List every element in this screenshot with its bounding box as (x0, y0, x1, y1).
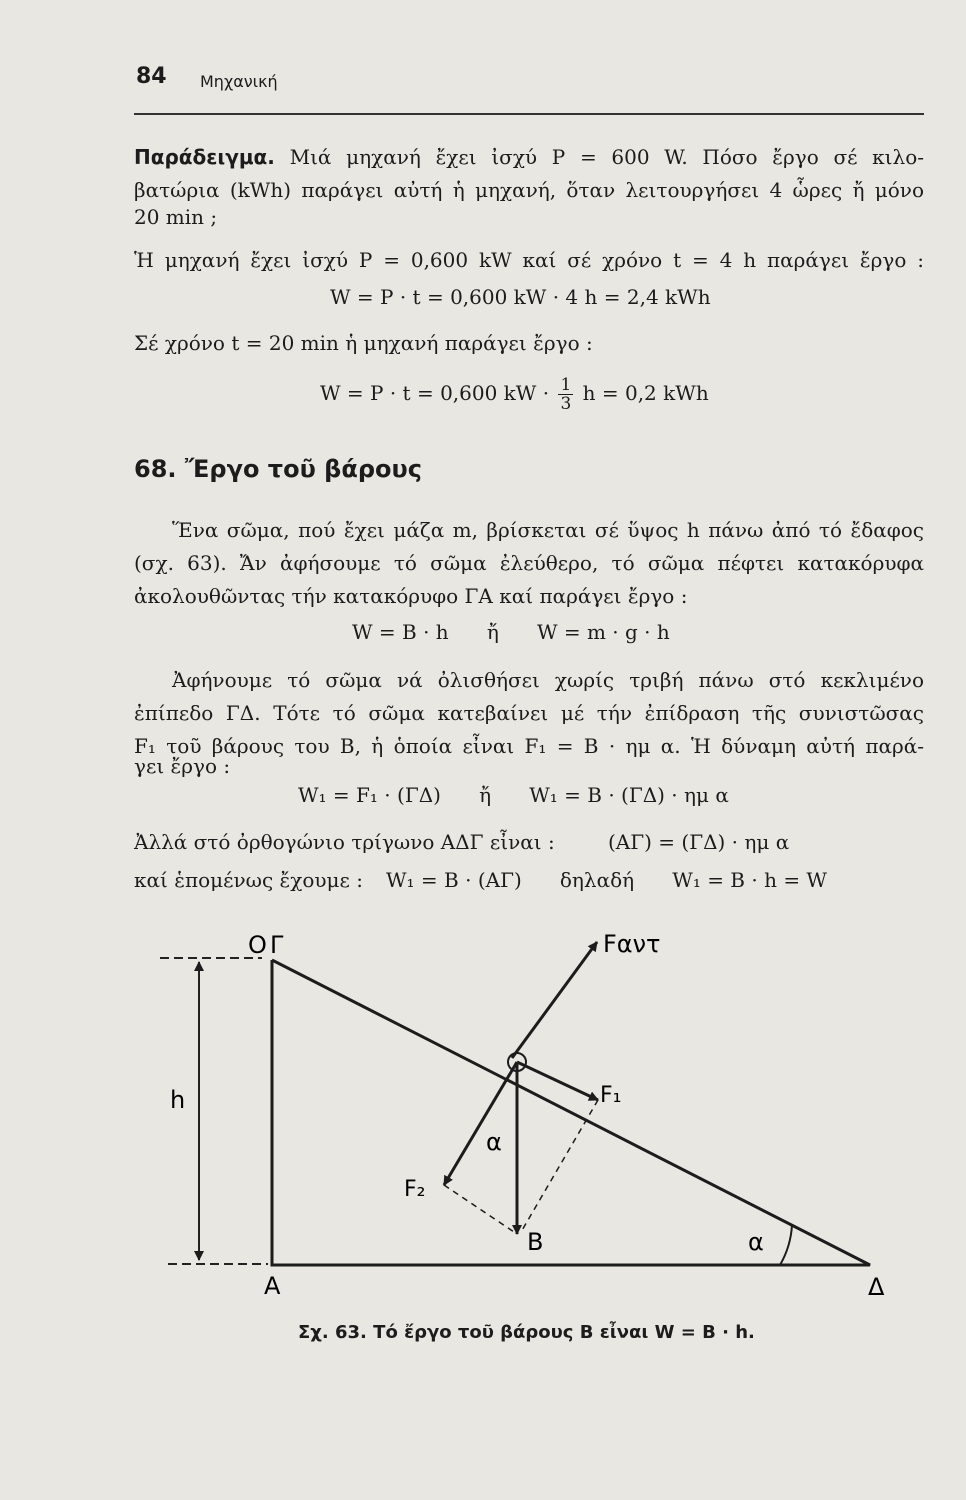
paragraph-2-line-1: Ἀφήνουμε τό σῶμα νά ὀλισθήσει χωρίς τριβή πάνω στό κεκλιμένο (172, 668, 924, 692)
label-O: O (248, 931, 267, 959)
paragraph-3-text-1: Ἀλλά στό ὀρθογώνιο τρίγωνο ΑΔΓ εἶναι : (134, 830, 555, 854)
example-question-2: βατώρια (kWh) παράγει αὐτή ἡ μηχανή, ὅταν λειτουργήσει 4 ὧρες ἤ μόνο (134, 178, 924, 202)
section-title: 68. Ἔργο τοῦ βάρους (134, 455, 422, 483)
paragraph-2-line-2: ἐπίπεδο ΓΔ. Τότε τό σῶμα κατεβαίνει μέ τήν ἐπίδραση τῆς συνιστῶσας (134, 701, 924, 725)
paragraph-3-text-2: καί ἑπομένως ἔχουμε : (134, 868, 364, 892)
angle-arc (780, 1225, 792, 1265)
label-alpha-inner: α (486, 1128, 502, 1156)
paragraph-1-line-2: (σχ. 63). Ἄν ἀφήσουμε τό σῶμα ἐλεύθερο, τό σῶμα πέφτει κατακόρυφα (134, 551, 924, 575)
example-answer-2: Σέ χρόνο t = 20 min ἡ μηχανή παράγει ἔργο : (134, 331, 593, 355)
f2-arrow (444, 1062, 517, 1185)
paragraph-1-line-1: Ἕνα σῶμα, πού ἔχει μάζα m, βρίσκεται σέ ὕψος h πάνω ἀπό τό ἔδαφος (172, 518, 924, 542)
page-number: 84 (136, 64, 167, 89)
label-G: Γ (270, 931, 284, 959)
label-F2: F₂ (404, 1177, 426, 1202)
equation-4: W₁ = F₁ · (ΓΔ) ἤ W₁ = B · (ΓΔ) · ημ α (298, 783, 729, 807)
label-h: h (170, 1086, 186, 1114)
triangle-outline (272, 960, 870, 1265)
example-label: Παράδειγμα. (134, 145, 275, 169)
dashed-component-1 (521, 1100, 598, 1232)
label-B: B (527, 1228, 544, 1256)
label-F1: F₁ (600, 1083, 622, 1108)
label-Fant: Fαντ (603, 930, 661, 958)
label-alpha-outer: α (748, 1228, 764, 1256)
label-A: A (264, 1272, 281, 1300)
paragraph-1-line-3: ἀκολουθῶντας τήν κατακόρυφο ΓΑ καί παράγει ἔργο : (134, 584, 688, 608)
dashed-component-2 (444, 1185, 514, 1232)
equation-5: (ΑΓ) = (ΓΔ) · ημ α (608, 830, 790, 854)
fraction-denominator: 3 (560, 394, 572, 414)
label-D: Δ (868, 1273, 885, 1301)
running-title: Μηχανική (200, 72, 278, 91)
equation-2-right: h = 0,2 kWh (582, 381, 709, 405)
inclined-plane-triangle (272, 960, 870, 1265)
normal-reaction-arrow (512, 942, 597, 1058)
figure-caption: Σχ. 63. Τό ἔργο τοῦ βάρους B εἶναι W = B · h. (298, 1322, 755, 1343)
example-question-1: Μιά μηχανή ἔχει ἰσχύ P = 600 W. Πόσο ἔργο σέ κιλο- (289, 145, 924, 169)
equation-2-left: W = P · t = 0,600 kW · (320, 381, 550, 405)
paragraph-2-line-4: γει ἔργο : (134, 754, 231, 778)
equation-6: W₁ = B · (ΑΓ) δηλαδή W₁ = B · h = W (386, 868, 827, 892)
paragraph-2-line-3: F₁ τοῦ βάρους του B, ἡ ὁποία εἶναι F₁ = B · ημ α. Ἡ δύναμη αὐτή παρά- (134, 734, 924, 758)
fraction-numerator: 1 (560, 375, 572, 395)
height-dimension (170, 962, 199, 1260)
equation-1: W = P · t = 0,600 kW · 4 h = 2,4 kWh (330, 285, 711, 309)
equation-3: W = B · h ἤ W = m · g · h (352, 620, 670, 644)
f1-arrow (517, 1062, 598, 1100)
example-question-3: 20 min ; (134, 205, 218, 229)
example-answer-1: Ἡ μηχανή ἔχει ἰσχύ P = 0,600 kW καί σέ χρόνο t = 4 h παράγει ἔργο : (134, 248, 924, 272)
